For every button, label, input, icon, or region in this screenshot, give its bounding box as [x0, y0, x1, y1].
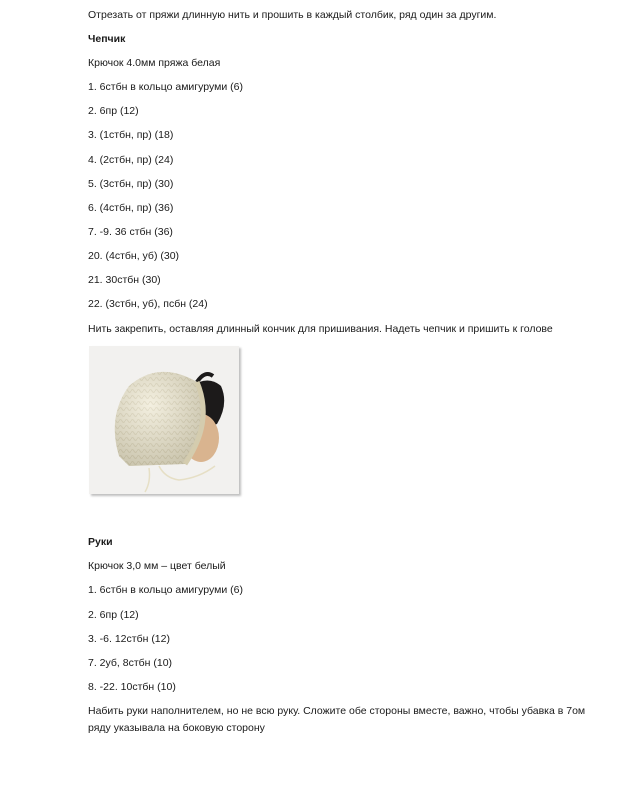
intro-text: Отрезать от пряжи длинную нить и прошить в каждый столбик, ряд один за другим. — [88, 9, 497, 21]
arms-row: 2. 6пр (12) — [88, 609, 139, 621]
arms-row: 8. -22. 10стбн (10) — [88, 681, 176, 693]
bonnet-row: 20. (4стбн, уб) (30) — [88, 250, 180, 262]
crocheted-bonnet-image — [89, 346, 239, 494]
bonnet-row: 4. (2стбн, пр) (24) — [88, 154, 174, 166]
bonnet-row: 21. 30стбн (30) — [88, 274, 161, 286]
bonnet-photo — [89, 346, 239, 494]
bonnet-row: 3. (1стбн, пр) (18) — [88, 129, 174, 141]
arms-row: 1. 6стбн в кольцо амигуруми (6) — [88, 584, 243, 596]
bonnet-hook: Крючок 4.0мм пряжа белая — [88, 57, 221, 69]
bonnet-row: 7. -9. 36 стбн (36) — [88, 226, 173, 238]
arms-row: 3. -6. 12стбн (12) — [88, 633, 170, 645]
bonnet-title: Чепчик — [88, 33, 126, 45]
arms-title: Руки — [88, 536, 113, 548]
bonnet-row: 5. (3стбн, пр) (30) — [88, 178, 174, 190]
arms-note: Набить руки наполнителем, но не всю руку. Сложите обе стороны вместе, важно, чтобы убавка в 7ом ряду указывала на боковую сторону — [88, 705, 586, 734]
bonnet-row: 2. 6пр (12) — [88, 105, 139, 117]
bonnet-row: 1. 6стбн в кольцо амигуруми (6) — [88, 81, 243, 93]
bonnet-note: Нить закрепить, оставляя длинный кончик для пришивания. Надеть чепчик и пришить к голове — [88, 323, 553, 335]
arms-hook: Крючок 3,0 мм – цвет белый — [88, 560, 226, 572]
bonnet-row: 6. (4стбн, пр) (36) — [88, 202, 174, 214]
bonnet-row: 22. (3стбн, уб), псбн (24) — [88, 298, 208, 310]
arms-row: 7. 2уб, 8стбн (10) — [88, 657, 173, 669]
